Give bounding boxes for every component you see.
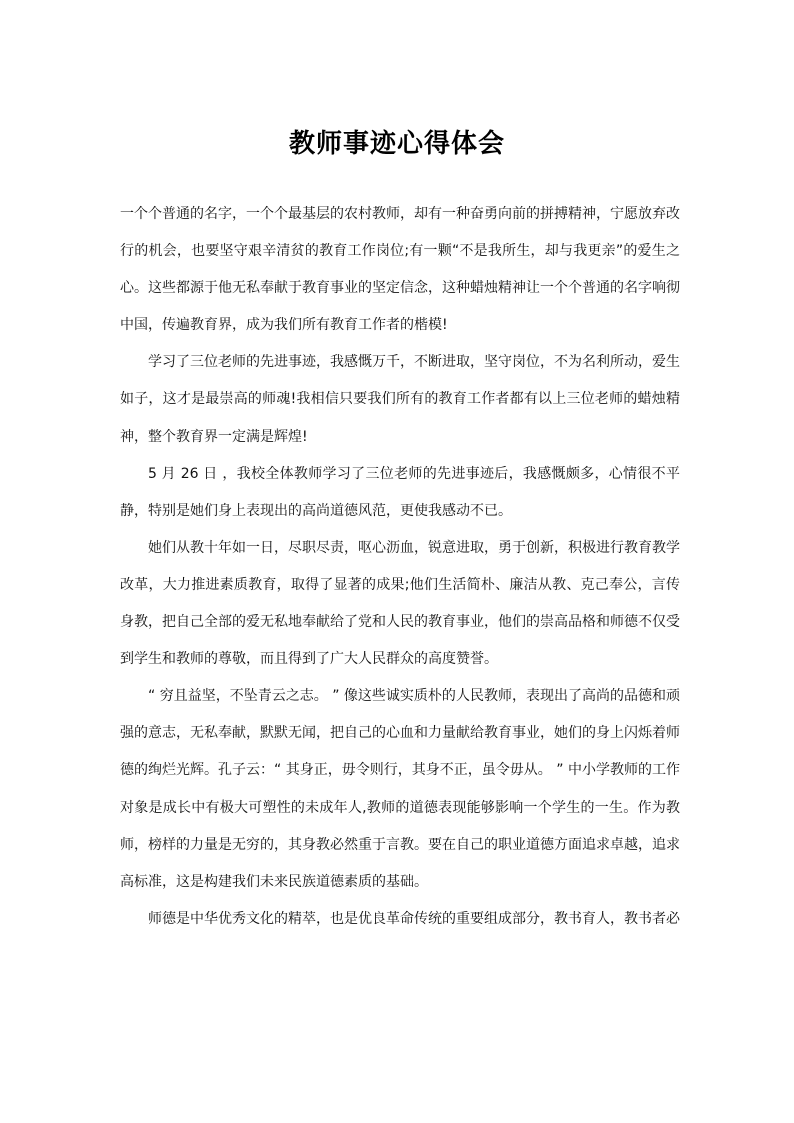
paragraph-6: 师德是中华优秀文化的精萃，也是优良革命传统的重要组成部分，教书育人，教书者必: [148, 910, 680, 927]
paragraph-1: 一个个普通的名字，一个个最基层的农村教师，却有一种奋勇向前的拼搏精神，宁愿放弃改行的机会，也要坚守艰辛清贫的教育工作岗位;有一颗“不是我所生，却与我更亲”的爱生之心。这些都源于他无私奉献于教育事业的坚定信念，这种蜡烛精神让一个个普通的名字响彻中国，传遍教育界，成为我们所有教育工作者的楷模!: [120, 206, 680, 334]
paragraph-3: 5 月 26 日 ，我校全体教师学习了三位老师的先进事迹后，我感慨颇多，心情很不平静，特别是她们身上表现出的高尚道德风范，更使我感动不已。: [120, 465, 680, 519]
paragraph-4: 她们从教十年如一日，尽职尽责，呕心沥血，锐意进取，勇于创新，积极进行教育教学改革，大力推进素质教育，取得了显著的成果;他们生活简朴、廉洁从教、克己奉公，言传身教，把自己全部的爱无私地奉献给了党和人民的教育事业，他们的崇高品格和师德不仅受到学生和教师的尊敬，而且得到了广大人民群众的高度赞誉。: [120, 539, 680, 668]
document-title: 教师事迹心得体会: [288, 129, 505, 159]
document-body: [120, 196, 680, 938]
paragraph-5: “ 穷且益坚，不坠青云之志。 ” 像这些诚实质朴的人民教师，表现出了高尚的品德和顽强的意志，无私奉献，默默无闻，把自己的心血和力量献给教育事业，她们的身上闪烁着师德的绚烂光辉。孔子云：“ 其身正，毋令则行，其身不正，虽令毋从。 ” 中小学教师的工作对象是成长中有极大可塑性的未成年人,教师的道德表现能够影响一个学生的一生。作为教师，榜样的力量是无穷的，其身教必然重于言教。要在自己的职业道德方面追求卓越，追求高标准，这是构建我们未来民族道德素质的基础。: [120, 688, 680, 890]
paragraph-2: 学习了三位老师的先进事迹，我感慨万千，不断进取，坚守岗位，不为名利所动，爱生如子，这才是最崇高的师魂!我相信只要我们所有的教育工作者都有以上三位老师的蜡烛精神，整个教育界一定满是辉煌!: [120, 354, 680, 445]
